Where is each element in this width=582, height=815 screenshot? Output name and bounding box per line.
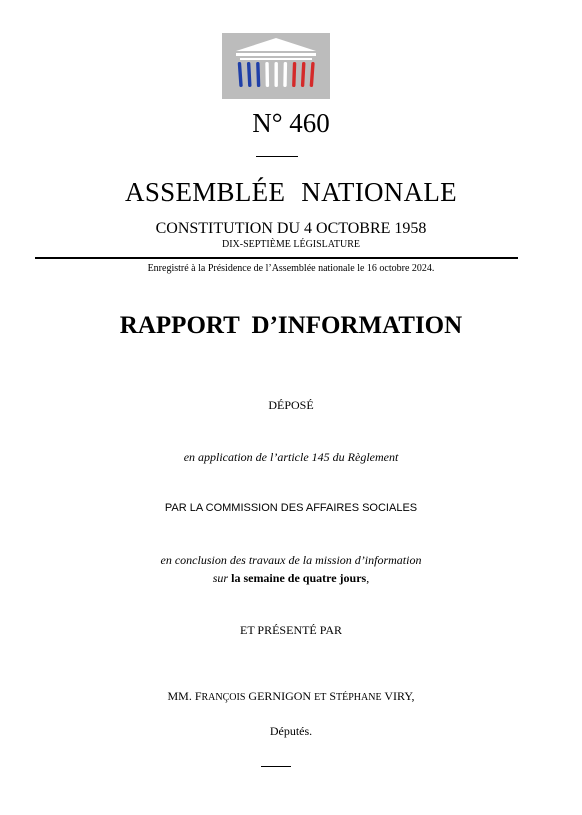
- separator-rule-top: [256, 156, 298, 157]
- conclusion-line-2: [0, 571, 582, 586]
- authors-line: [0, 689, 582, 705]
- document-number: N° 460: [252, 108, 330, 138]
- authors-conjunction: ET: [314, 692, 327, 703]
- header-divider: [35, 257, 518, 259]
- registration-line: Enregistré à la Présidence de l’Assemblée nationale le 16 octobre 2024.: [147, 263, 435, 274]
- authors-prefix: MM. F: [167, 689, 202, 703]
- commission-line: PAR LA COMMISSION DES AFFAIRES SOCIALES: [164, 502, 418, 514]
- legislature-line: DIX-SEPTIÈME LÉGISLATURE: [221, 239, 361, 250]
- application-line: en application de l’article 145 du Règlement: [183, 450, 399, 464]
- report-subject: la semaine de quatre jours: [231, 571, 367, 585]
- assembly-name: ASSEMBLÉE NATIONALE: [125, 177, 457, 207]
- assemblee-nationale-logo-icon: [222, 33, 330, 99]
- presented-by-label: ET PRÉSENTÉ PAR: [239, 623, 343, 637]
- authors-role: Députés.: [269, 724, 313, 738]
- report-title: RAPPORT D’INFORMATION: [119, 312, 463, 339]
- deposited-label: DÉPOSÉ: [268, 398, 314, 412]
- author-2-first-name: TÉPHANE: [336, 692, 382, 703]
- conclusion-line-1: en conclusion des travaux de la mission d’information: [160, 553, 422, 567]
- conclusion-comma: ,: [366, 571, 370, 585]
- author-2-initial: S: [329, 689, 336, 703]
- conclusion-sur: sur: [212, 571, 229, 585]
- constitution-line: CONSTITUTION DU 4 OCTOBRE 1958: [155, 220, 427, 237]
- author-1-last-name: GERNIGON: [248, 689, 312, 703]
- separator-rule-bottom: [261, 766, 291, 767]
- author-1-first-name: RANÇOIS: [201, 692, 246, 703]
- authors-suffix: ,: [411, 689, 415, 703]
- author-2-last-name: VIRY: [384, 689, 412, 703]
